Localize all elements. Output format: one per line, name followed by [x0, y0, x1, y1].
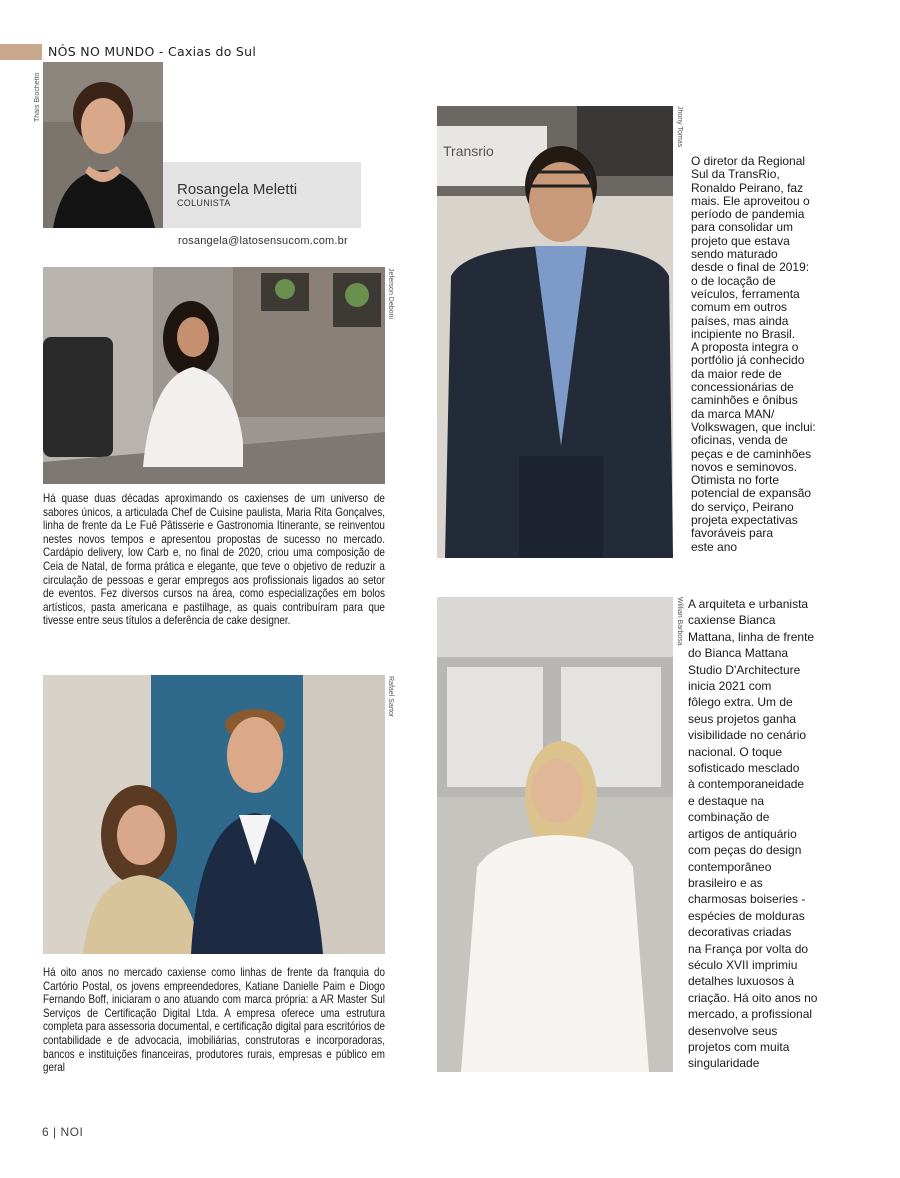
columnist-email[interactable]: rosangela@latosensucom.com.br [178, 235, 348, 247]
story3-line: novos e seminovos. [691, 459, 798, 474]
story4-line: e destaque na [688, 793, 765, 808]
story3-line: comum em outros [691, 300, 788, 315]
columnist-role: COLUNISTA [177, 198, 231, 208]
story3-line: incipiente no Brasil. [691, 326, 796, 341]
story4-line: espécies de molduras [688, 908, 805, 923]
story3-line: favoráveis para [691, 526, 774, 541]
story3-line: concessionárias de [691, 380, 794, 395]
story4-line: detalhes luxuosos à [688, 974, 795, 989]
columnist-name: Rosangela Meletti [177, 181, 298, 198]
story4-line: inicia 2021 com [688, 679, 772, 694]
story4-line: combinação de [688, 810, 770, 825]
story3-line: peças e de caminhões [691, 446, 812, 461]
story4-line: criação. Há oito anos no [688, 990, 818, 1005]
story4-line: fôlego extra. Um de [688, 695, 793, 710]
story3-line: Volkswagen, que inclui: [691, 419, 816, 434]
story3-line: este ano [691, 539, 738, 554]
section-tab-marker [0, 44, 42, 60]
story3-line: Otimista no forte [691, 473, 780, 488]
story4-line: mercado, a profissional [688, 1007, 813, 1022]
story3-photo-credit: Jhony Tomas [676, 106, 683, 148]
story4-line: brasileiro e as [688, 875, 763, 890]
story4-line: na França por volta do [688, 941, 809, 956]
story3-line: O diretor da Regional [691, 154, 806, 168]
story4-line: com peças do design [688, 843, 802, 858]
story1-photo [43, 267, 385, 484]
story3-line: projeto que estava [691, 233, 790, 248]
story4-line: artigos de antiquário [688, 826, 797, 841]
columnist-name-box [163, 162, 361, 228]
story3-line: para consolidar um [691, 220, 794, 235]
story3-line: período de pandemia [691, 207, 805, 222]
story3-line: sendo maturado [691, 247, 778, 262]
story3-line: oficinas, venda de [691, 433, 788, 448]
story3-line: Ronaldo Peirano, faz [691, 180, 804, 195]
story3-line: potencial de expansão [691, 486, 812, 501]
story3-photo-sign: Transrio [443, 143, 494, 159]
story4-text [688, 596, 838, 1072]
story4-line: A arquiteta e urbanista [688, 597, 809, 611]
story4-line: caxiense Bianca [688, 613, 776, 628]
page-number: 6 [42, 1125, 50, 1139]
story4-photo-credit: Willian Barbosa [676, 597, 683, 646]
story3-line: do serviço, Peirano [691, 499, 794, 514]
story4-line: do Bianca Mattana [688, 646, 789, 661]
story4-line: seus projetos ganha [688, 711, 797, 726]
story3-line: da marca MAN/ [691, 406, 775, 421]
story2-photo [43, 675, 385, 954]
story3-line: mais. Ele aproveitou o [691, 193, 810, 208]
columnist-photo [43, 62, 163, 228]
story4-line: contemporâneo [688, 859, 772, 874]
story4-line: visibilidade no cenário [688, 728, 807, 743]
story3-line: veículos, ferramenta [691, 286, 800, 301]
footer-separator: | [53, 1125, 61, 1139]
story2-text: Há oito anos no mercado caxiense como linhas de frente da franquia do Cartório Postal, os jovens empreendedores, Katiane Danielle Paim e Diogo Fernando Boff, iniciaram o ano atuando com marca própria: a AR Master Sul Serviços de Certificação Digital Ltda. A empresa oferece uma estrutura completa para assessoria documental, e certificação digital para escritórios de contabilidade e de advocacia, imobiliárias, construtoras e incorporadoras, bancos e instituições financeiras, produtores rurais, empresas e público em geral [43, 965, 385, 1075]
story4-line: Mattana, linha de frente [688, 629, 815, 644]
columnist-photo-credit: Thaís Brochetto [34, 72, 41, 122]
magazine-name: NOI [60, 1125, 84, 1139]
story3-line: desde o final de 2019: [691, 260, 810, 275]
story1-photo-credit: Jeferson Deboni [387, 268, 394, 319]
story3-line: Sul da TransRio, [691, 167, 780, 182]
story3-line: da maior rede de [691, 366, 782, 381]
story2-photo-credit: Rafael Sartor [387, 676, 394, 718]
story4-line: singularidade [688, 1056, 760, 1071]
story3-text [691, 155, 831, 554]
story4-line: projetos com muita [688, 1039, 790, 1054]
story3-line: A proposta integra o [691, 340, 799, 355]
story3-line: projeta expectativas [691, 513, 798, 528]
page-footer [42, 1125, 83, 1139]
story4-line: à contemporaneidade [688, 777, 805, 792]
story3-line: países, mas ainda [691, 313, 789, 328]
story4-line: Studio D'Architecture [688, 662, 801, 677]
story4-line: século XVII imprimiu [688, 957, 798, 972]
story4-photo [437, 597, 673, 1072]
story4-line: decorativas criadas [688, 925, 792, 940]
story3-line: o de locação de [691, 273, 776, 288]
section-header: NÓS NO MUNDO - Caxias do Sul [48, 44, 257, 59]
story1-text: Há quase duas décadas aproximando os caxienses de um universo de sabores únicos, a articulada Chef de Cuisine paulista, Maria Rita Gonçalves, linha de frente da Le Fuê Pâtisserie e Gastronomia Itinerante, se reinventou nestes novos tempos e apresentou propostas de sucesso no mercado. Cardápio delivery, low Carb e, no final de 2020, criou uma composição de Ceia de Natal, de forma prática e elegante, que teve o objetivo de reduzir a circulação de pessoas e gerar empregos aos profissionais ligados ao setor de eventos. Fez diversos cursos na área, como especializações em bolos artísticos, pasta americana e pastilhage, as quais contribuíram para que tivesse entre seus títulos a deferência de cake designer. [43, 491, 385, 628]
story3-line: caminhões e ônibus [691, 393, 798, 408]
story4-line: desenvolve seus [688, 1023, 778, 1038]
story3-line: portfólio já conhecido [691, 353, 805, 368]
story4-line: sofisticado mesclado [688, 761, 800, 776]
story4-line: nacional. O toque [688, 744, 783, 759]
story4-line: charmosas boiseries - [688, 892, 806, 907]
story3-photo [437, 106, 673, 558]
